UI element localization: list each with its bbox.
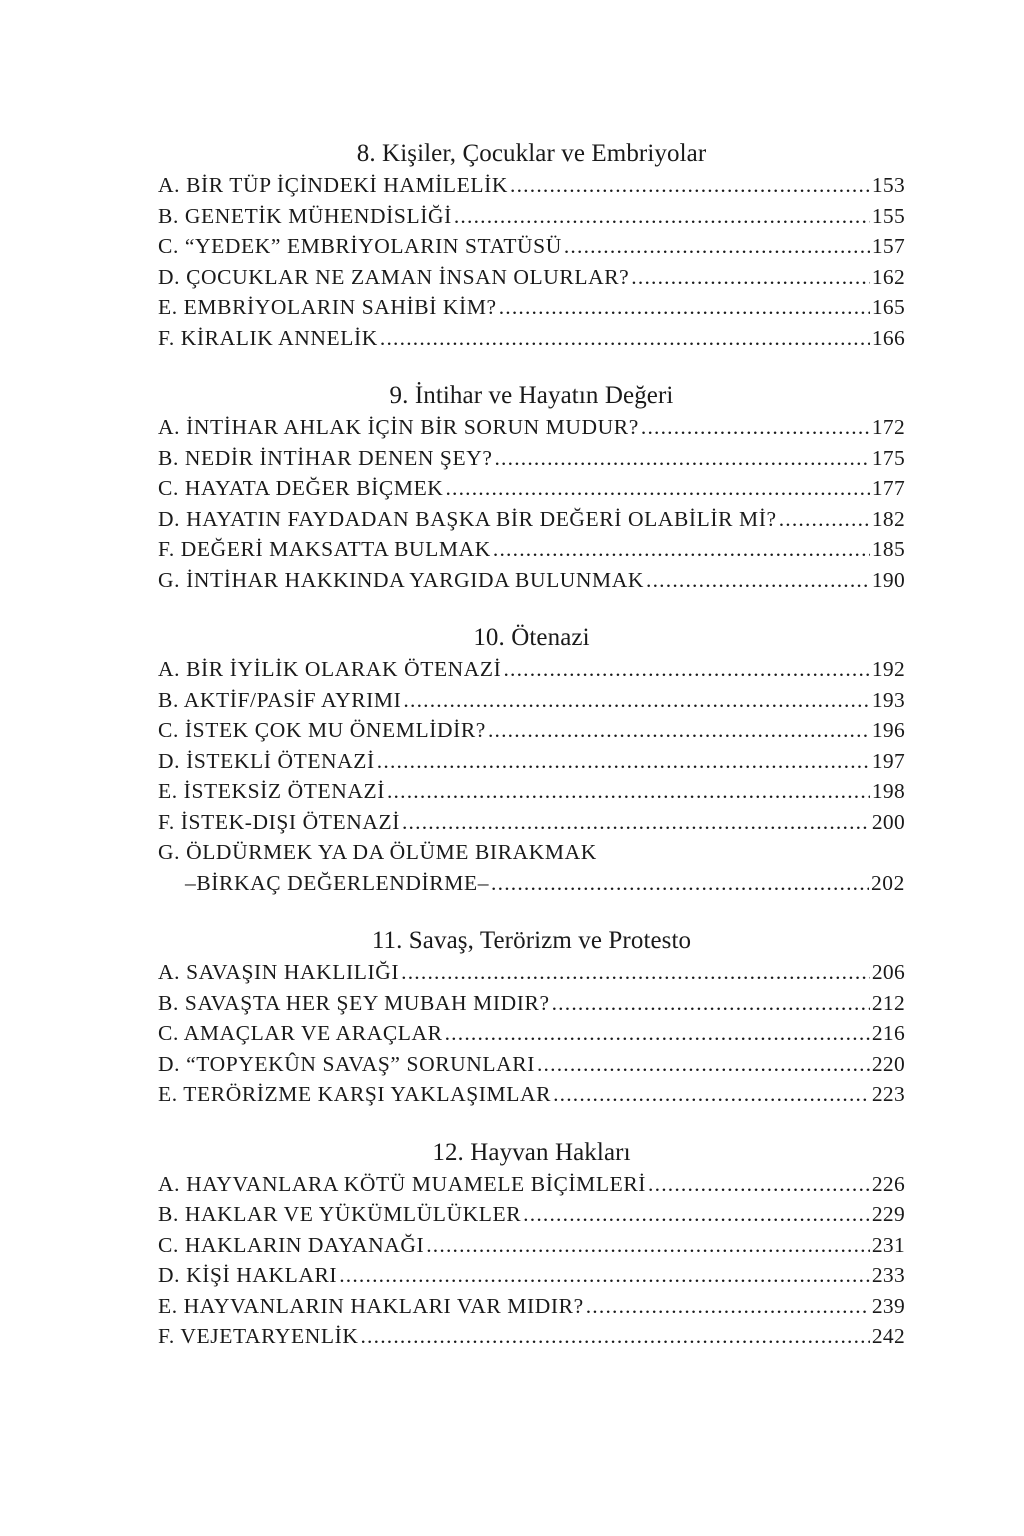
toc-entry[interactable] (158, 988, 905, 1019)
dot-leader (380, 323, 870, 354)
dot-leader (445, 1018, 870, 1049)
toc-entry[interactable] (158, 262, 905, 293)
dot-leader (503, 654, 869, 685)
toc-entry[interactable] (158, 170, 905, 201)
entry-page-number: 216 (871, 1021, 905, 1045)
entry-page-number: 231 (871, 1232, 905, 1257)
dot-leader (523, 1199, 870, 1230)
toc-entry[interactable] (158, 565, 905, 596)
entry-label: E. TERÖRİZME KARŞI YAKLAŞIMLAR (158, 1082, 552, 1106)
dot-leader (510, 170, 870, 201)
dot-leader (537, 1049, 870, 1080)
dot-leader (648, 1169, 870, 1200)
entry-label: G. İNTİHAR HAKKINDA YARGIDA BULUNMAK (158, 567, 645, 592)
entry-page-number: 242 (871, 1324, 905, 1348)
entry-label: B. NEDİR İNTİHAR DENEN ŞEY? (158, 445, 493, 470)
dot-leader (387, 776, 870, 807)
toc-entry[interactable] (158, 231, 905, 262)
entry-label: E. İSTEKSİZ ÖTENAZİ (158, 779, 385, 803)
toc-entry[interactable] (158, 1321, 905, 1352)
entry-label: B. GENETİK MÜHENDİSLİĞİ (158, 203, 452, 228)
toc-entry[interactable] (158, 1079, 905, 1110)
toc-entry[interactable] (158, 715, 905, 746)
table-of-contents (158, 138, 905, 1379)
entry-label: C. AMAÇLAR VE ARAÇLAR (158, 1021, 443, 1045)
toc-entry[interactable] (158, 1018, 905, 1049)
entry-page-number: 229 (871, 1202, 905, 1226)
dot-leader (646, 565, 870, 596)
dot-leader (339, 1260, 870, 1291)
entry-label: C. HAKLARIN DAYANAĞI (158, 1232, 425, 1257)
dot-leader (403, 685, 869, 716)
entry-label: A. BİR İYİLİK OLARAK ÖTENAZİ (158, 657, 502, 681)
entry-label: C. “YEDEK” EMBRİYOLARIN STATÜSÜ (158, 234, 562, 258)
dot-leader (494, 443, 869, 474)
entry-page-number: 162 (871, 264, 905, 289)
dot-leader (377, 746, 870, 777)
chapter-title: 8. Kişiler, Çocuklar ve Embriyolar (356, 140, 707, 167)
entry-label: C. İSTEK ÇOK MU ÖNEMLİDİR? (158, 718, 486, 742)
entry-page-number: 172 (871, 415, 905, 439)
toc-entry[interactable] (158, 534, 905, 565)
entry-page-number: 198 (871, 779, 905, 803)
dot-leader (402, 807, 870, 838)
entry-label: D. “TOPYEKÛN SAVAŞ” SORUNLARI (158, 1051, 535, 1076)
entry-page-number: 196 (871, 718, 905, 742)
dot-leader (454, 201, 870, 232)
entry-label: D. ÇOCUKLAR NE ZAMAN İNSAN OLURLAR? (158, 264, 630, 289)
entry-page-number: 197 (871, 748, 905, 773)
entry-label-line-1: G. ÖLDÜRMEK YA DA ÖLÜME BIRAKMAK (158, 840, 597, 864)
entry-page-number: 185 (871, 537, 905, 561)
toc-entry[interactable] (158, 685, 905, 716)
toc-entry[interactable] (158, 807, 905, 838)
dot-leader (445, 473, 869, 504)
entry-page-number: 223 (871, 1082, 905, 1106)
dot-leader (631, 262, 870, 293)
chapter-title: 11. Savaş, Terörizm ve Protesto (371, 927, 692, 954)
entry-page-number: 182 (871, 506, 905, 531)
toc-entry[interactable] (158, 504, 905, 535)
toc-entry[interactable] (158, 443, 905, 474)
entry-label: C. HAYATA DEĞER BİÇMEK (158, 476, 444, 500)
toc-entry[interactable] (158, 776, 905, 807)
dot-leader (586, 1291, 870, 1322)
chapter-11 (158, 925, 905, 1110)
entry-label: F. VEJETARYENLİK (158, 1324, 359, 1348)
entry-page-number: 233 (871, 1263, 905, 1287)
entry-page-number: 202 (870, 870, 905, 895)
entry-label: F. İSTEK-DIŞI ÖTENAZİ (158, 809, 400, 834)
chapter-10 (158, 622, 905, 898)
toc-entry[interactable] (158, 1291, 905, 1322)
entry-page-number: 166 (871, 325, 905, 350)
dot-leader (552, 988, 870, 1019)
chapter-9 (158, 380, 905, 595)
dot-leader (360, 1321, 869, 1352)
entry-label: D. HAYATIN FAYDADAN BAŞKA BİR DEĞERİ OLABİLİR Mİ? (158, 506, 777, 531)
toc-entry[interactable] (158, 1169, 905, 1200)
entry-page-number: 175 (871, 445, 905, 470)
entry-page-number: 239 (871, 1293, 905, 1318)
entry-page-number: 190 (871, 567, 905, 592)
entry-page-number: 153 (871, 173, 905, 197)
chapter-title: 9. İntihar ve Hayatın Değeri (389, 382, 674, 409)
entry-page-number: 192 (871, 657, 905, 681)
entry-label: B. SAVAŞTA HER ŞEY MUBAH MIDIR? (158, 990, 550, 1015)
entry-page-number: 226 (871, 1171, 905, 1196)
toc-entry[interactable] (158, 412, 905, 443)
entry-page-number: 206 (871, 960, 905, 984)
toc-entry[interactable] (158, 323, 905, 354)
entry-label: E. EMBRİYOLARIN SAHİBİ KİM? (158, 295, 497, 319)
toc-entry[interactable] (158, 292, 905, 323)
dot-leader (564, 231, 870, 262)
entry-page-number: 157 (871, 234, 905, 258)
dot-leader (641, 412, 870, 443)
entry-second-line (158, 868, 905, 899)
toc-entry[interactable] (158, 957, 905, 988)
toc-entry[interactable] (158, 746, 905, 777)
toc-entry[interactable] (158, 473, 905, 504)
toc-entry[interactable] (158, 201, 905, 232)
entry-page-number: 155 (871, 203, 905, 228)
entry-label: B. HAKLAR VE YÜKÜMLÜLÜKLER (158, 1202, 522, 1226)
chapter-12 (158, 1137, 905, 1352)
dot-leader (426, 1230, 870, 1261)
entry-page-number: 220 (871, 1051, 905, 1076)
entry-page-number: 165 (871, 295, 905, 319)
chapter-title: 10. Ötenazi (473, 624, 590, 651)
toc-entry[interactable] (158, 1049, 905, 1080)
entry-label: B. AKTİF/PASİF AYRIMI (158, 687, 402, 712)
entry-label: E. HAYVANLARIN HAKLARI VAR MIDIR? (158, 1293, 584, 1318)
entry-label: F. DEĞERİ MAKSATTA BULMAK (158, 537, 491, 561)
dot-leader (488, 715, 870, 746)
toc-entry[interactable] (158, 1260, 905, 1291)
entry-page-number: 193 (871, 687, 905, 712)
dot-leader (553, 1079, 870, 1110)
chapter-8 (158, 138, 905, 353)
entry-label: A. SAVAŞIN HAKLILIĞI (158, 960, 400, 984)
dot-leader (401, 957, 870, 988)
chapter-title: 12. Hayvan Hakları (432, 1138, 631, 1166)
entry-label: D. İSTEKLİ ÖTENAZİ (158, 748, 375, 773)
toc-entry-multiline[interactable] (158, 837, 905, 898)
entry-label-line-2: –BİRKAÇ DEĞERLENDİRME– (185, 870, 490, 895)
dot-leader (499, 292, 870, 323)
dot-leader (779, 504, 870, 535)
entry-label: A. BİR TÜP İÇİNDEKİ HAMİLELİK (158, 173, 509, 197)
entry-label: A. İNTİHAR AHLAK İÇİN BİR SORUN MUDUR? (158, 415, 639, 439)
entry-page-number: 177 (871, 476, 905, 500)
entry-label: D. KİŞİ HAKLARI (158, 1263, 338, 1287)
toc-entry[interactable] (158, 1199, 905, 1230)
dot-leader (493, 534, 870, 565)
entry-label: A. HAYVANLARA KÖTÜ MUAMELE BİÇİMLERİ (158, 1171, 647, 1196)
entry-page-number: 212 (871, 990, 905, 1015)
toc-entry[interactable] (158, 654, 905, 685)
entry-page-number: 200 (871, 809, 905, 834)
toc-entry[interactable] (158, 1230, 905, 1261)
dot-leader (491, 868, 869, 899)
entry-label: F. KİRALIK ANNELİK (158, 325, 378, 350)
